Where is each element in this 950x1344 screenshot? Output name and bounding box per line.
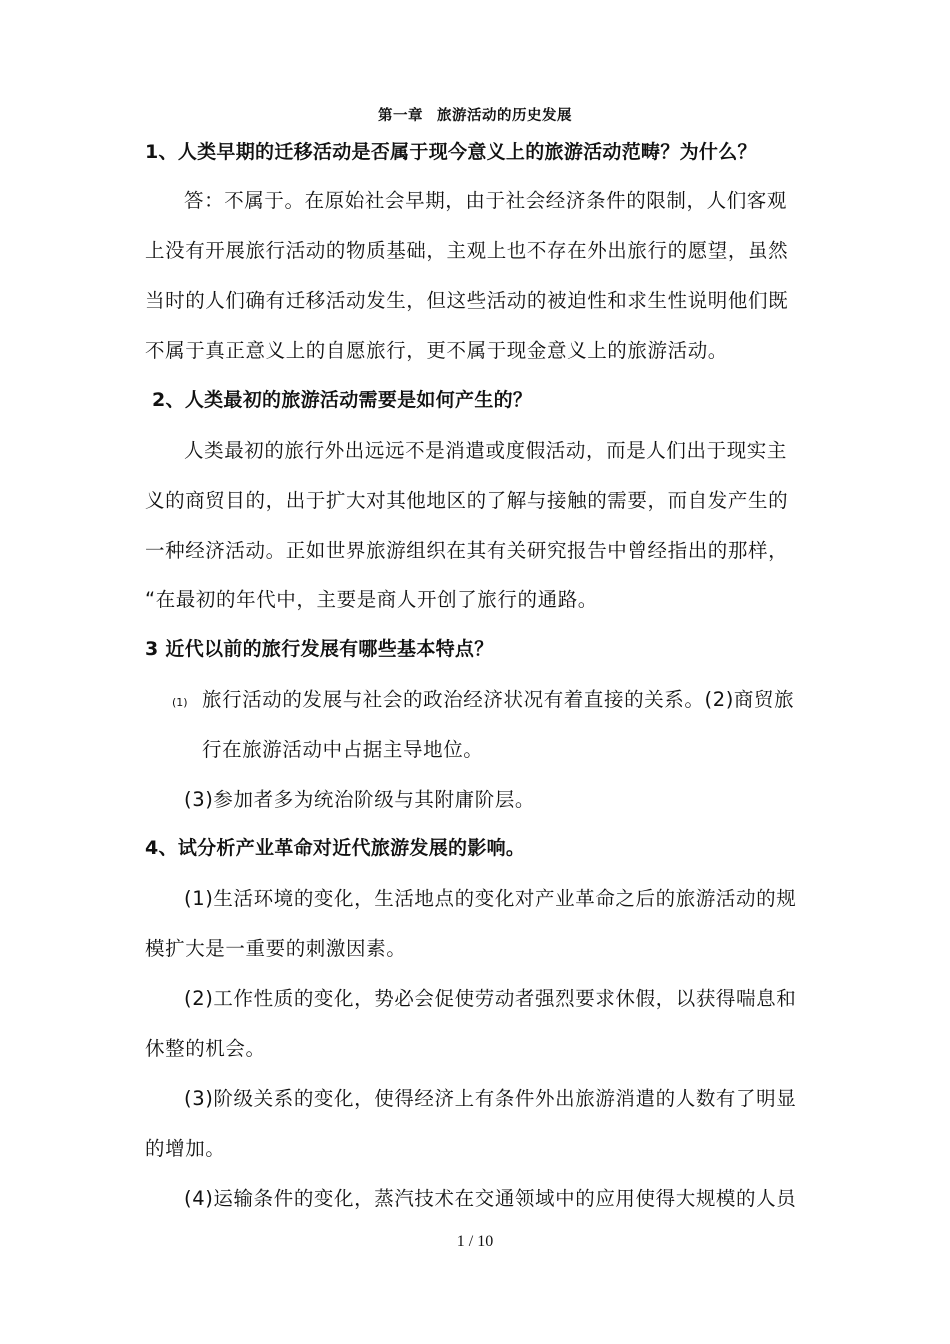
answer-1-line: 答：不属于。在原始社会早期，由于社会经济条件的限制，人们客观 [184,189,788,212]
page-indicator: 1 / 10 [456,1233,494,1250]
chapter-name: 旅游活动的历史发展 [437,108,572,124]
chapter-number: 第一章 [378,108,423,124]
answer-2-line: “在最初的年代中，主要是商人开创了旅行的通路。 [145,588,598,611]
answer-4-line: 休整的机会。 [145,1037,266,1060]
answer-2-line: 人类最初的旅行外出远远不是消遣或度假活动，而是人们出于现实主 [184,439,788,462]
list-marker: (1) [172,696,188,709]
answer-3-line: 行在旅游活动中占据主导地位。 [202,738,484,761]
answer-3-line: 旅行活动的发展与社会的政治经济状况有着直接的关系。(2)商贸旅 [202,688,795,711]
answer-1-line: 不属于真正意义上的自愿旅行，更不属于现金意义上的旅游活动。 [145,339,728,362]
answer-4-line: (3)阶级关系的变化，使得经济上有条件外出旅游消遣的人数有了明显 [184,1087,797,1110]
answer-4-line: (2)工作性质的变化，势必会促使劳动者强烈要求休假，以获得喘息和 [184,987,797,1010]
answer-2-line: 义的商贸目的，出于扩大对其他地区的了解与接触的需要，而自发产生的 [145,489,789,512]
question-3: 3 近代以前的旅行发展有哪些基本特点？ [145,638,494,660]
question-2: 2、人类最初的旅游活动需要是如何产生的？ [152,389,533,411]
question-4: 4、试分析产业革命对近代旅游发展的影响。 [145,837,526,859]
answer-4-line: (4)运输条件的变化，蒸汽技术在交通领域中的应用使得大规模的人员 [184,1187,797,1210]
answer-4-line: (1)生活环境的变化，生活地点的变化对产业革命之后的旅游活动的规 [184,887,797,910]
chapter-title [0,104,950,125]
answer-1-line: 上没有开展旅行活动的物质基础，主观上也不存在外出旅行的愿望，虽然 [145,239,789,262]
question-1: 1、人类早期的迁移活动是否属于现今意义上的旅游活动范畴？为什么？ [145,141,757,163]
answer-2-line: 一种经济活动。正如世界旅游组织在其有关研究报告中曾经指出的那样， [145,539,789,562]
answer-1-line: 当时的人们确有迁移活动发生，但这些活动的被迫性和求生性说明他们既 [145,289,789,312]
answer-4-line: 模扩大是一重要的刺激因素。 [145,937,407,960]
answer-3-line: (3)参加者多为统治阶级与其附庸阶层。 [184,788,536,811]
answer-4-line: 的增加。 [145,1137,226,1160]
